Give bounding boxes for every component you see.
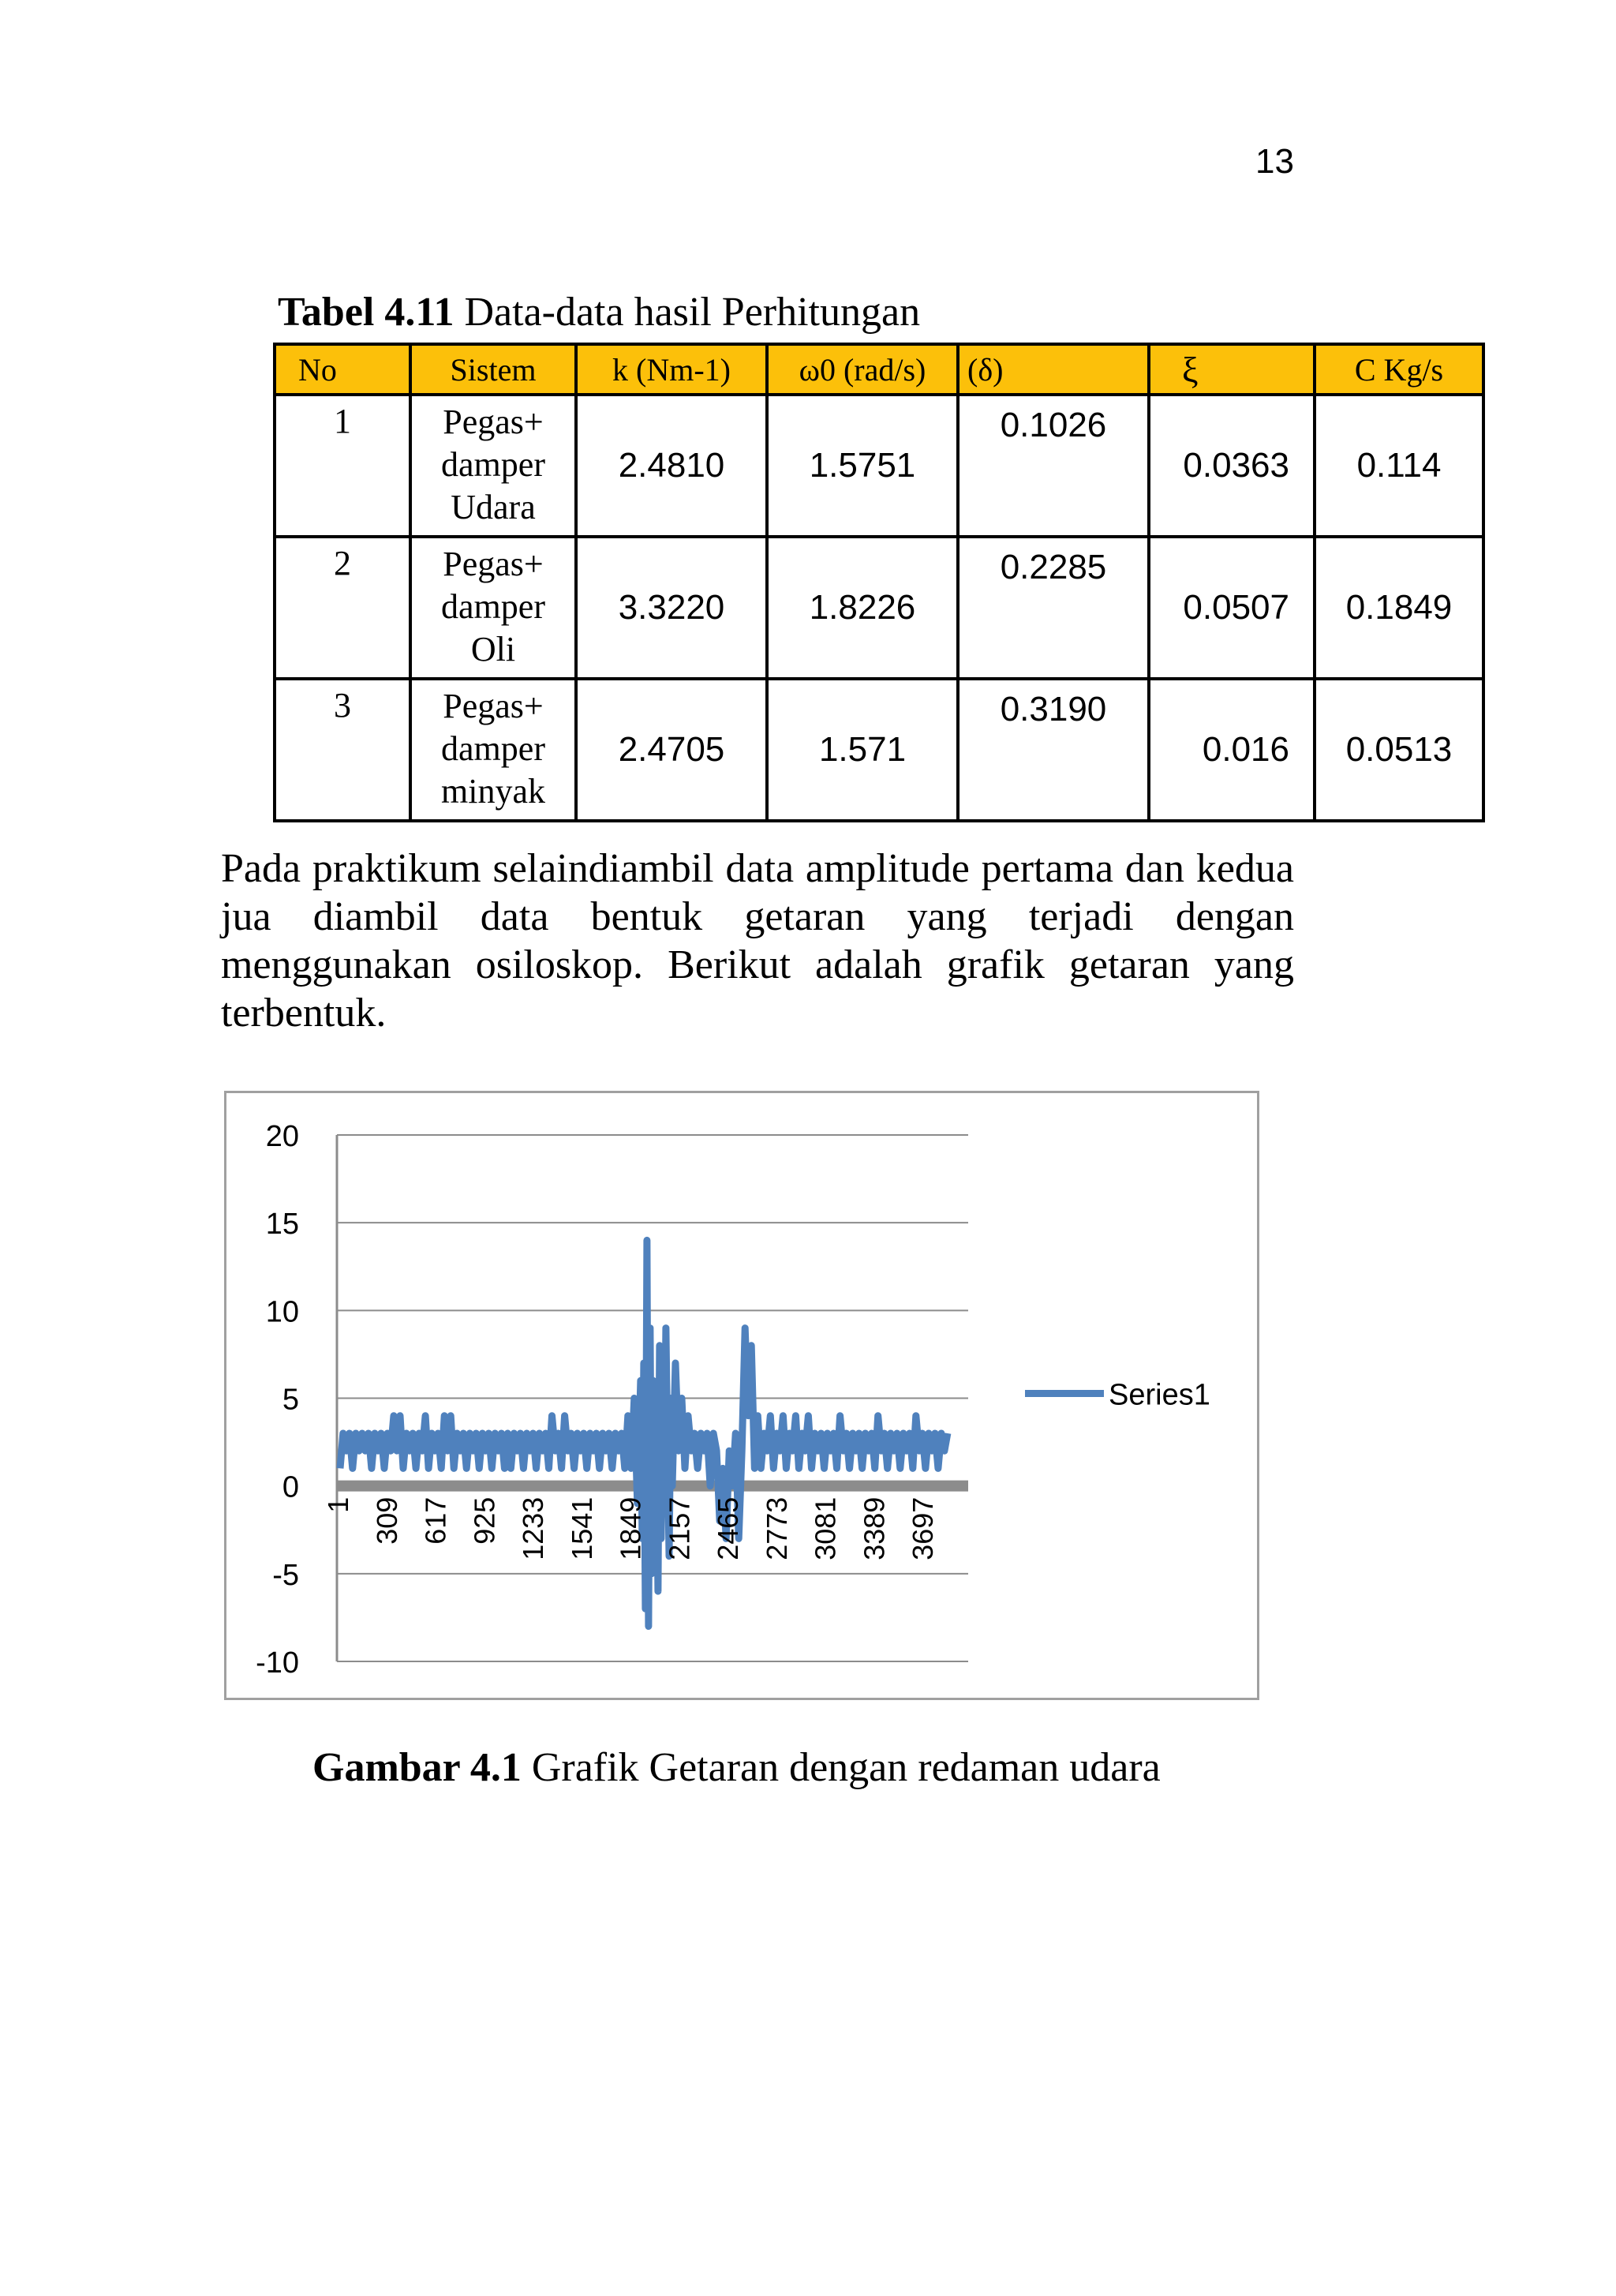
- header-c: C Kg/s: [1315, 344, 1483, 395]
- x-tick-label: 925: [468, 1496, 501, 1545]
- cell-k: 2.4705: [576, 679, 767, 821]
- cell-sistem-line: damper: [441, 445, 545, 484]
- cell-omega0: 1.571: [767, 679, 958, 821]
- cell-delta: 0.2285: [958, 537, 1149, 679]
- y-tick-label: 0: [282, 1470, 299, 1504]
- header-k: k (Nm-1): [576, 344, 767, 395]
- x-tick-label: 617: [419, 1496, 452, 1545]
- page-number: 13: [1255, 142, 1294, 181]
- y-tick-label: 15: [265, 1208, 299, 1242]
- cell-c: 0.0513: [1315, 679, 1483, 821]
- cell-c: 0.1849: [1315, 537, 1483, 679]
- x-tick-label: 309: [370, 1496, 403, 1545]
- cell-no: 3: [275, 679, 410, 821]
- cell-sistem-line: Udara: [451, 488, 536, 526]
- x-tick-label: 2773: [760, 1496, 793, 1560]
- header-delta: (δ): [958, 344, 1149, 395]
- cell-delta: 0.3190: [958, 679, 1149, 821]
- cell-omega0: 1.8226: [767, 537, 958, 679]
- cell-xi: 0.0363: [1149, 395, 1315, 537]
- series-line: [340, 1240, 948, 1626]
- y-tick-label: -10: [256, 1646, 299, 1680]
- table-row: [275, 395, 1483, 537]
- cell-sistem-line: Pegas+: [443, 545, 544, 583]
- y-tick-label: 20: [265, 1120, 299, 1153]
- cell-sistem-line: minyak: [441, 772, 545, 811]
- cell-sistem-line: Pegas+: [443, 687, 544, 725]
- x-tick-label: 3081: [809, 1496, 842, 1560]
- table-row: [275, 679, 1483, 821]
- cell-no: 2: [275, 537, 410, 679]
- x-tick-label: 2157: [663, 1496, 696, 1560]
- cell-sistem: [410, 395, 576, 537]
- cell-sistem-line: damper: [441, 729, 545, 768]
- y-tick-label: 10: [265, 1295, 299, 1329]
- cell-sistem-line: damper: [441, 587, 545, 626]
- cell-no: 1: [275, 395, 410, 537]
- vibration-chart: [224, 1091, 1259, 1700]
- cell-sistem-line: Pegas+: [443, 403, 544, 441]
- cell-sistem: [410, 537, 576, 679]
- body-paragraph: Pada praktikum selaindiambil data amplitude pertama dan kedua jua diambil data bentuk getaran yang terjadi dengan menggunakan osiloskop. Berikut adalah grafik getaran yang terbentuk.: [221, 846, 1294, 1036]
- x-tick-label: 3697: [907, 1496, 940, 1560]
- table-row: [275, 537, 1483, 679]
- x-tick-label: 3389: [858, 1496, 891, 1560]
- figure-caption: [312, 1744, 1161, 1791]
- table-header-row: [275, 344, 1483, 395]
- legend-label: Series1: [1109, 1378, 1210, 1412]
- results-table: [273, 343, 1485, 822]
- cell-xi: 0.016: [1149, 679, 1315, 821]
- cell-omega0: 1.5751: [767, 395, 958, 537]
- vibration-chart-svg: [226, 1093, 1257, 1698]
- cell-delta: 0.1026: [958, 395, 1149, 537]
- cell-xi: 0.0507: [1149, 537, 1315, 679]
- header-no: No: [275, 344, 410, 395]
- table-caption-text: Data-data hasil Perhitungan: [454, 290, 921, 335]
- y-tick-label: 5: [282, 1383, 299, 1417]
- figure-caption-label: Gambar 4.1: [312, 1745, 522, 1790]
- header-xi: ξ: [1149, 344, 1315, 395]
- cell-sistem-line: Oli: [470, 630, 516, 669]
- cell-sistem: [410, 679, 576, 821]
- header-omega0: ω0 (rad/s): [767, 344, 958, 395]
- x-tick-label: 1849: [614, 1496, 647, 1560]
- figure-caption-text: Grafik Getaran dengan redaman udara: [521, 1745, 1161, 1790]
- table-caption: [278, 289, 920, 335]
- table-caption-label: Tabel 4.11: [278, 290, 454, 335]
- cell-k: 2.4810: [576, 395, 767, 537]
- cell-c: 0.114: [1315, 395, 1483, 537]
- y-tick-label: -5: [272, 1558, 299, 1592]
- x-tick-label: 1: [322, 1496, 354, 1513]
- x-tick-label: 1233: [517, 1496, 550, 1560]
- x-tick-label: 1541: [565, 1496, 598, 1560]
- x-tick-label: 2465: [712, 1496, 745, 1560]
- cell-k: 3.3220: [576, 537, 767, 679]
- header-sistem: Sistem: [410, 344, 576, 395]
